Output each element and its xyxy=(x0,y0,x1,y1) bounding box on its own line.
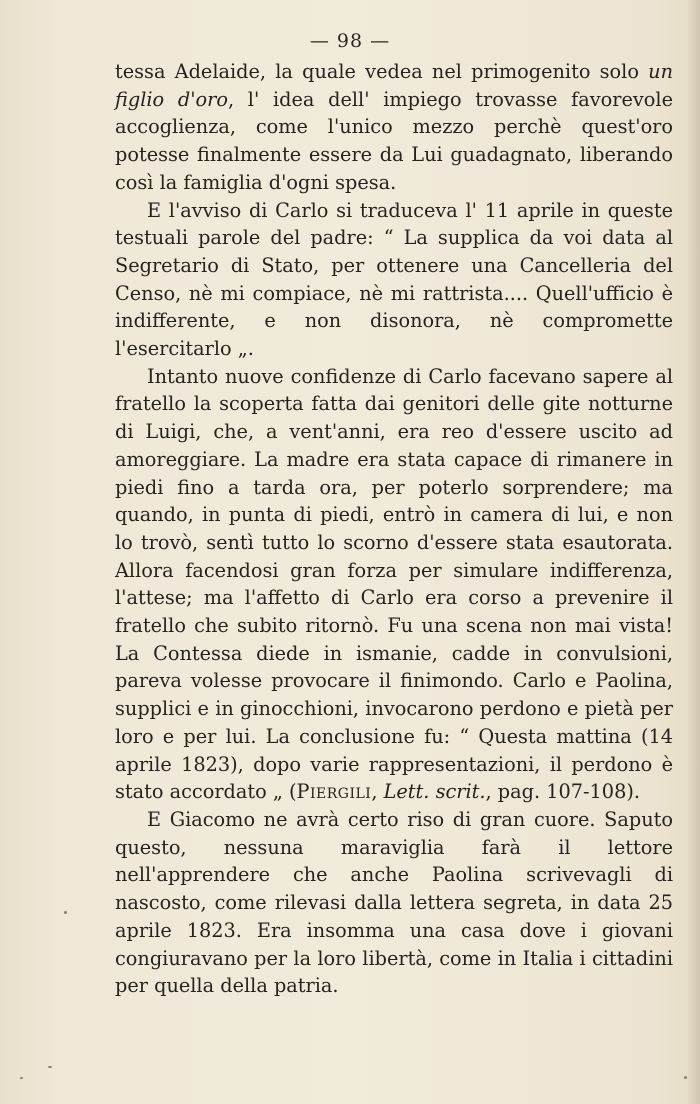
paragraph-4 xyxy=(115,806,673,1000)
paragraph-2 xyxy=(115,197,673,363)
paragraph-3 xyxy=(115,363,673,806)
italic-text-run: un figlio d'oro xyxy=(115,60,673,111)
text-run: , pag. 107-108). xyxy=(485,780,640,804)
text-run: , l' idea dell' impiego trovasse favorevole accoglienza, come l'unico mezzo perchè quest'oro potesse finalmente essere da Lui guadagnato, liberando così la famiglia d'ogni spesa. xyxy=(115,87,673,194)
author-citation: Piergili xyxy=(296,780,372,804)
page-edge-shadow xyxy=(686,0,700,1104)
italic-text-run: Lett. scrit. xyxy=(383,780,486,804)
text-body xyxy=(115,58,673,1000)
paragraph-1 xyxy=(115,58,673,197)
page-number: — 98 — xyxy=(309,30,391,52)
text-run: Intanto nuove confidenze di Carlo facevano sapere al fratello la scoperta fatta dai genitori delle gite notturne di Luigi, che, a vent'anni, era reo d'essere uscito ad amoreggiare. La madre era stata capace di rimanere in piedi fino a tarda ora, per poterlo sorprendere; ma quando, in punta di piedi, entrò in camera di lui, e non lo trovò, sentì tutto lo scorno d'essere stata esautorata. Allora facendosi gran forza per simulare indifferenza, l'attese; ma l'affetto di Carlo era corso a prevenire il fratello che subito ritornò. Fu una scena non mai vista! La Contessa diede in ismanie, cadde in convulsioni, pareva volesse provocare il finimondo. Carlo e Paolina, supplici e in ginocchioni, invocarono perdono e pietà per loro e per lui. La conclusione fu: “ Questa mattina (14 aprile 1823), dopo varie rappresentazioni, il perdono è stato accordato „ ( xyxy=(115,364,673,804)
paper-speck xyxy=(64,911,67,914)
paper-speck xyxy=(20,1077,23,1079)
text-run: E l'avviso di Carlo si traduceva l' 11 aprile in queste testuali parole del padre: “ La supplica da voi data al Segretario di Stato, per ottenere una Cancelleria del Censo, nè mi compiace, nè mi rattrista.... Quell'ufficio è indifferente, e non disonora, nè compromette l'esercitarlo „. xyxy=(115,198,673,361)
text-run: , xyxy=(371,780,384,804)
paper-speck xyxy=(684,1076,687,1079)
paper-speck xyxy=(48,1066,52,1068)
text-run: E Giacomo ne avrà certo riso di gran cuore. Saputo questo, nessuna maraviglia farà il lettore nell'apprendere che anche Paolina scrivevagli di nascosto, come rilevasi dalla lettera segreta, in data 25 aprile 1823. Era insomma una casa dove i giovani congiuravano per la loro libertà, come in Italia i cittadini per quella della patria. xyxy=(115,807,673,998)
text-run: tessa Adelaide, la quale vedea nel primogenito solo xyxy=(115,60,649,83)
